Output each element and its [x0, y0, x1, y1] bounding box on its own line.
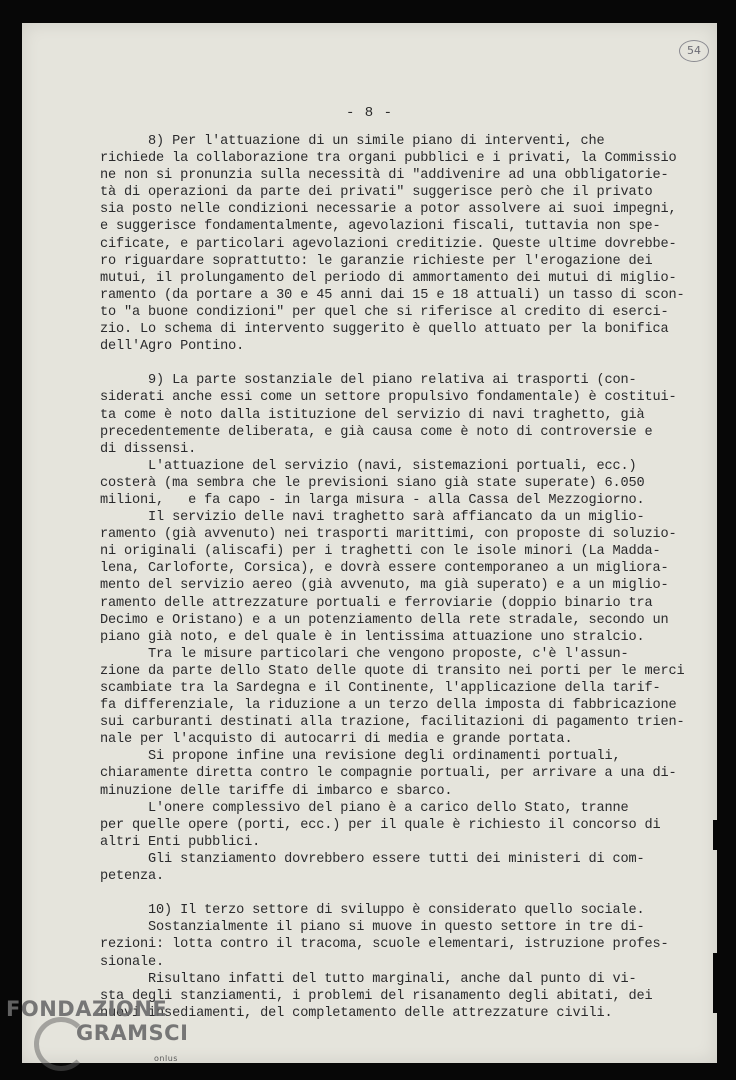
text-line: dell'Agro Pontino.	[100, 339, 245, 355]
text-line: lena, Carloforte, Corsica), e dovrà essere contemporaneo a un migliora-	[100, 561, 669, 577]
page-edge-tear	[713, 820, 721, 850]
text-line: mento del servizio aereo (già avvenuto, ma già superato) e a un miglio-	[100, 578, 669, 594]
text-line: piano già noto, e del quale è in lentissima attuazione uno stralcio.	[100, 629, 645, 645]
watermark-line-1: FONDAZIONE	[6, 997, 168, 1021]
text-line: L'attuazione del servizio (navi, sistemazioni portuali, ecc.)	[100, 458, 637, 474]
text-line: zio. Lo schema di intervento suggerito è quello attuato per la bonifica	[100, 322, 669, 338]
text-line: sta degli stanziamenti, i problemi del risanamento degli abitati, dei	[100, 988, 653, 1004]
body-text	[100, 133, 700, 1022]
text-line: rezioni: lotta contro il tracoma, scuole elementari, istruzione profes-	[100, 937, 669, 953]
text-line: Tra le misure particolari che vengono proposte, c'è l'assun-	[100, 646, 629, 662]
text-line: tà di operazioni da parte dei privati" suggerisce però che il privato	[100, 185, 653, 201]
text-line: costerà (ma sembra che le previsioni siano già state superate) 6.050	[100, 475, 645, 491]
archive-watermark-logo	[6, 997, 189, 1063]
text-line: altri Enti pubblici.	[100, 834, 261, 850]
text-line: ramento (già avvenuto) nei trasporti marittimi, con proposte di soluzio-	[100, 527, 677, 543]
text-line: ramento (da portare a 30 e 45 anni dai 15 e 18 attuali) un tasso di scon-	[100, 287, 685, 303]
text-line: siderati anche essi come un settore propulsivo fondamentale) è costitui-	[100, 390, 677, 406]
watermark-sub: onlus	[154, 1054, 178, 1063]
text-line: ni originali (aliscafi) per i traghetti con le isole minori (La Madda-	[100, 544, 661, 560]
text-line: mutui, il prolungamento del periodo di ammortamento dei mutui di miglio-	[100, 270, 677, 286]
text-line: ta come è noto dalla istituzione del servizio di navi traghetto, già	[100, 407, 645, 423]
text-line: 9) La parte sostanziale del piano relativa ai trasporti (con-	[100, 373, 637, 389]
text-line: Sostanzialmente il piano si muove in questo settore in tre di-	[100, 920, 645, 936]
handwritten-page-annotation: 54	[679, 40, 709, 62]
text-line: ne non si pronunzia sulla necessità di "addivenire ad una obbligatorie-	[100, 168, 669, 184]
text-line: scambiate tra la Sardegna e il Continente, l'applicazione della tarif-	[100, 681, 661, 696]
text-line: minuzione delle tariffe di imbarco e sbarco.	[100, 783, 453, 799]
text-line: ro riguardare soprattutto: le garanzie richieste per l'erogazione dei	[100, 253, 653, 269]
text-line: sui carburanti destinati alla trazione, facilitazioni di pagamento trien-	[100, 715, 685, 731]
watermark-line-2: GRAMSCI	[76, 1021, 189, 1045]
text-line: sia posto nelle condizioni necessarie a potor assolvere ai suoi impegni,	[100, 202, 677, 218]
text-line: to "a buone condizioni" per quel che si riferisce al credito di eserci-	[100, 304, 669, 320]
text-line: chiaramente diretta contro le compagnie portuali, per arrivare a una di-	[100, 766, 677, 782]
document-page	[22, 23, 717, 1063]
text-line: cificate, e particolari agevolazioni creditizie. Queste ultime dovrebbe-	[100, 236, 677, 252]
text-line	[100, 885, 700, 902]
watermark-circle-icon	[34, 1017, 88, 1071]
text-line: Gli stanziamento dovrebbero essere tutti dei ministeri di com-	[100, 851, 645, 867]
text-line: richiede la collaborazione tra organi pubblici e i privati, la Commissio	[100, 151, 677, 167]
page-number: - 8 -	[345, 105, 393, 121]
text-line: Il servizio delle navi traghetto sarà affiancato da un miglio-	[100, 510, 645, 526]
text-line: nuovi insediamenti, del completamento delle attrezzature civili.	[100, 1005, 613, 1021]
text-line: fa differenziale, la riduzione a un terzo della imposta di fabbricazione	[100, 698, 677, 714]
text-line	[100, 355, 700, 372]
text-line: e suggerisce fondamentalmente, agevolazioni fiscali, tuttavia non spe-	[100, 219, 661, 235]
text-line: L'onere complessivo del piano è a carico dello Stato, tranne	[100, 800, 629, 816]
text-line: milioni, e fa capo - in larga misura - alla Cassa del Mezzogiorno.	[100, 492, 645, 508]
text-line: Decimo e Oristano) e a un potenziamento della rete stradale, secondo un	[100, 612, 669, 628]
text-line: nale per l'acquisto di autocarri di media e grande portata.	[100, 732, 573, 748]
text-line: precedentemente deliberata, e già causa come è noto di controversie e	[100, 424, 653, 440]
text-line: 8) Per l'attuazione di un simile piano di interventi, che	[100, 134, 605, 149]
text-line: sionale.	[100, 954, 165, 970]
text-line: di dissensi.	[100, 441, 197, 457]
text-line: ramento delle attrezzature portuali e ferroviarie (doppio binario tra	[100, 595, 653, 611]
text-line: zione da parte dello Stato delle quote di transito nei porti per le merci	[100, 663, 685, 679]
text-line: Risultano infatti del tutto marginali, anche dal punto di vi-	[100, 971, 637, 987]
text-line: per quelle opere (porti, ecc.) per il quale è richiesto il concorso di	[100, 817, 661, 833]
text-line: petenza.	[100, 869, 165, 885]
text-line: Si propone infine una revisione degli ordinamenti portuali,	[100, 749, 621, 765]
page-edge-tear	[713, 953, 721, 1013]
text-line: 10) Il terzo settore di sviluppo è considerato quello sociale.	[100, 903, 645, 919]
